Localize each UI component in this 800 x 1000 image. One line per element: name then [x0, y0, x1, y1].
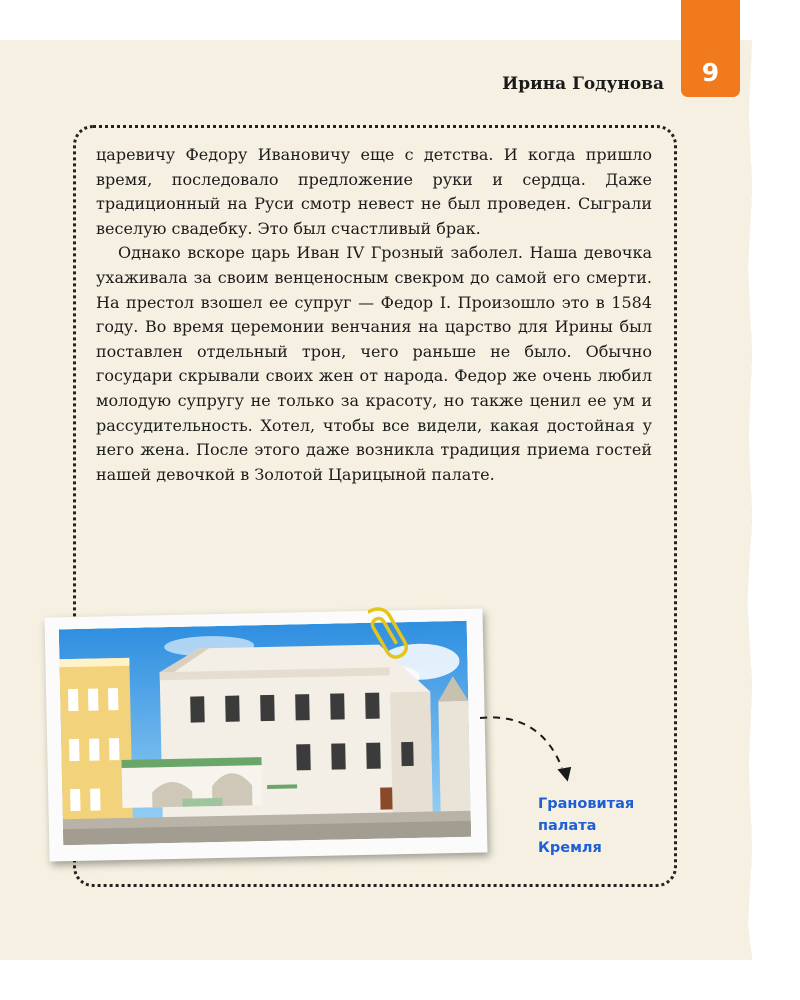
dashed-arrow-icon: [480, 710, 580, 790]
photo-card: [44, 608, 487, 861]
caption-line: Кремля: [538, 840, 602, 856]
running-title: Ирина Годунова: [502, 74, 664, 94]
palace-photo: [59, 621, 471, 845]
paperclip-icon: [368, 603, 408, 661]
body-text: [96, 143, 652, 487]
caption-line: Грановитая: [538, 796, 635, 812]
paragraph: Однако вскоре царь Иван IV Грозный заболел. Наша девочка ухаживала за своим венценосным свекром до самой его смерти. На престол взошел ее супруг — Федор I. Произошло это в 1584 году. Во время церемонии венчания на царство для Ирины был поставлен отдельный трон, чего раньше не было. Обычно государи скрывали своих жен от народа. Федор же очень любил молодую супругу не только за красоту, но также ценил ее ум и рассудительность. Хотел, чтобы все видели, какая достойная у него жена. После этого даже возникла традиция приема гостей нашей девочкой в Золотой Царицыной палате.: [96, 243, 652, 484]
paragraph: царевичу Федору Ивановичу еще с детства. И когда пришло время, последовало предложение руки и сердца. Даже традиционный на Руси смотр невест не был проведен. Сыграли веселую свадебку. Это был счастливый брак.: [96, 145, 652, 238]
page-number: 9: [701, 58, 720, 87]
photo-caption: [538, 793, 678, 859]
caption-line: палата: [538, 818, 597, 834]
